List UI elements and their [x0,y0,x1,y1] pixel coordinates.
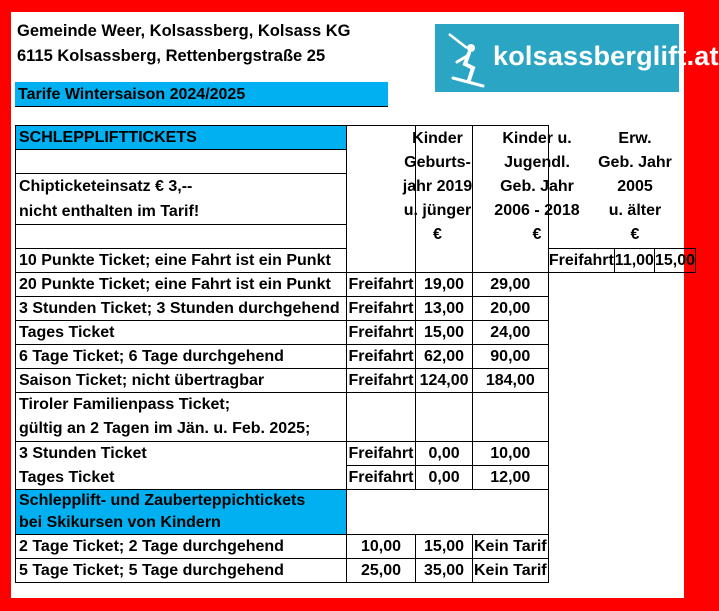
empty-cell [416,393,472,442]
row-label: 3 Stunden Ticket; 3 Stunden durchgehend [16,297,347,321]
price-kid: Freifahrt [346,442,416,466]
table-row [16,535,696,559]
section2-line1: Schlepplift- und Zauberteppichtickets [19,492,306,509]
column-header-adults [588,127,682,247]
col-head-line: u. jünger [403,202,472,219]
spacer-cell [16,225,347,249]
row-label: 20 Punkte Ticket; eine Fahrt ist ein Punkt [16,273,347,297]
table-row [16,393,696,442]
price-kid: Freifahrt [346,273,416,297]
price-adult: Kein Tarif [472,559,548,583]
col-head-line: € [630,226,640,243]
empty-cell [346,393,416,442]
price-adult: 12,00 [472,466,548,490]
price-kid: Freifahrt [346,297,416,321]
section2-heading [16,490,347,535]
logo-banner[interactable] [435,24,719,92]
family-pass-line1: Tiroler Familienpass Ticket; [19,396,231,413]
row-label: 3 Stunden Ticket [16,442,347,466]
price-adult: 184,00 [472,369,548,393]
logo-text: kolsassberglift.at [493,41,719,71]
col-head-line: 2006 - 2018 [494,202,580,219]
price-youth: 11,00 [614,249,654,273]
col-head-line: Kinder [412,130,463,147]
price-adult: 20,00 [472,297,548,321]
row-label: 10 Punkte Ticket; eine Fahrt ist ein Punkt [16,249,347,273]
col-head-line: u. älter [608,202,662,219]
row-label: Tages Ticket [16,321,347,345]
col-head-line: Geb. Jahr [500,178,574,195]
company-address: 6115 Kolsassberg, Rettenbergstraße 25 [17,47,326,65]
column-header-kids [389,127,486,247]
spacer-cell [16,150,347,174]
row-label: 2 Tage Ticket; 2 Tage durchgehend [16,535,347,559]
price-kid: Freifahrt [346,345,416,369]
price-adult: 24,00 [472,321,548,345]
empty-cell [346,490,548,535]
price-youth: 19,00 [416,273,472,297]
row-label: 6 Tage Ticket; 6 Tage durchgehend [16,345,347,369]
col-head-line: Erw. [618,130,652,147]
col-head-line: Geburts- [404,154,471,171]
price-kid: 10,00 [346,535,416,559]
family-pass-line2: gültig an 2 Tagen im Jän. u. Feb. 2025; [19,420,311,437]
table-row [16,297,696,321]
price-youth: 35,00 [416,559,472,583]
price-kid: 25,00 [346,559,416,583]
price-youth: 13,00 [416,297,472,321]
price-youth: 0,00 [416,442,472,466]
table-row [16,345,696,369]
price-kid: Freifahrt [346,321,416,345]
price-kid: Freifahrt [346,369,416,393]
season-title: Tarife Wintersaison 2024/2025 [18,86,246,103]
col-head-line: Jugendl. [504,154,570,171]
chip-note [16,174,347,225]
price-adult: 10,00 [472,442,548,466]
price-adult: 29,00 [472,273,548,297]
price-youth: 15,00 [416,321,472,345]
price-youth: 15,00 [416,535,472,559]
row-label: 5 Tage Ticket; 5 Tage durchgehend [16,559,347,583]
table-row [16,442,696,466]
section2-line2: bei Skikursen von Kindern [19,514,221,531]
column-header-youth [486,127,588,247]
row-label: Saison Ticket; nicht übertragbar [16,369,347,393]
row-label: Tages Ticket [16,466,347,490]
col-head-line: 2005 [617,178,653,195]
price-kid: Freifahrt [346,466,416,490]
col-head-line: jahr 2019 [402,178,473,195]
table-row [16,273,696,297]
family-pass-heading [16,393,347,442]
col-head-line: Geb. Jahr [598,154,672,171]
section-title: SCHLEPPLIFTTICKETS [16,126,347,150]
table-row [16,490,696,535]
col-head-line: € [433,226,442,243]
company-name: Gemeinde Weer, Kolsassberg, Kolsass KG [17,22,351,40]
chip-note-line2: nicht enthalten im Tarif! [19,203,200,220]
price-adult: 15,00 [654,249,695,273]
skier-icon [443,28,491,88]
table-row [16,466,696,490]
col-head-line: Kinder u. [502,130,572,147]
table-row [16,321,696,345]
price-kid: Freifahrt [548,249,614,273]
season-underline [15,106,388,107]
empty-cell [472,393,548,442]
chip-note-line1: Chipticketeinsatz € 3,-- [19,178,193,195]
price-youth: 62,00 [416,345,472,369]
table-row [16,369,696,393]
price-adult: Kein Tarif [472,535,548,559]
price-youth: 0,00 [416,466,472,490]
table-row [16,559,696,583]
price-adult: 90,00 [472,345,548,369]
price-youth: 124,00 [416,369,472,393]
col-head-line: € [532,226,542,243]
